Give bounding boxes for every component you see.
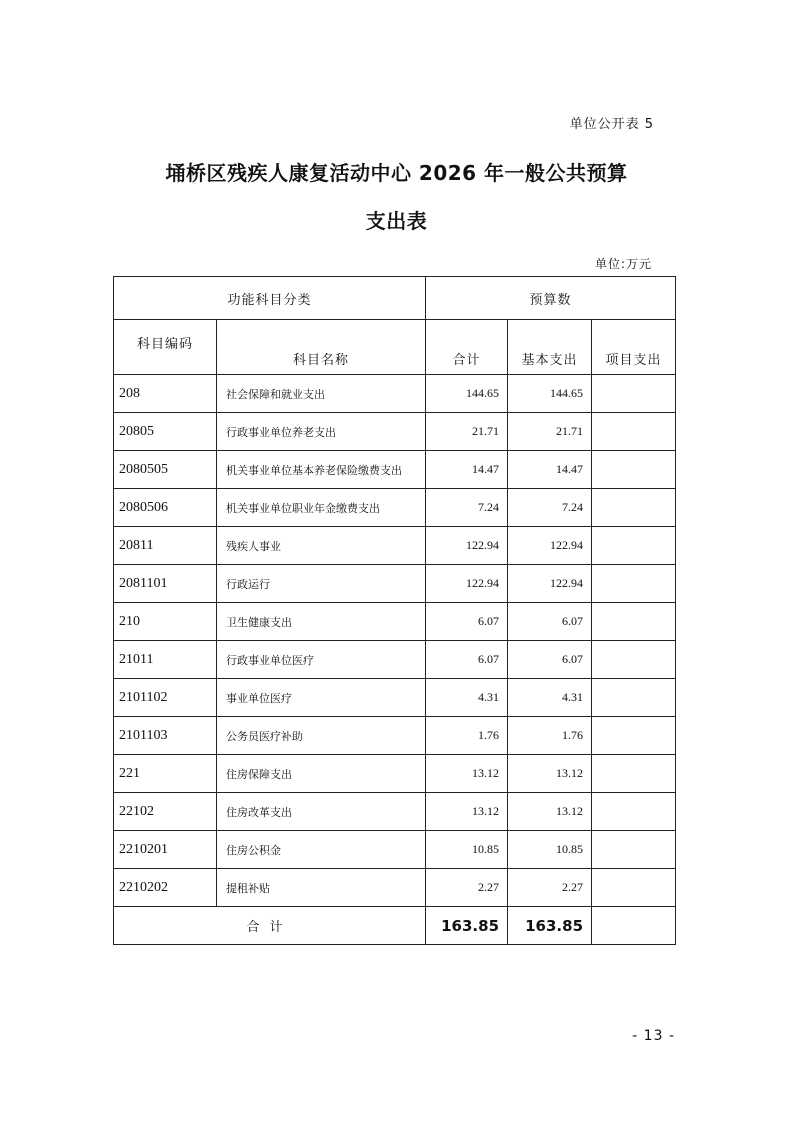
row-code: 2081101 — [114, 565, 217, 603]
row-total: 21.71 — [426, 413, 508, 451]
row-name: 卫生健康支出 — [217, 603, 426, 641]
row-total: 13.12 — [426, 755, 508, 793]
row-basic: 21.71 — [508, 413, 592, 451]
table-row — [114, 717, 676, 755]
row-name: 事业单位医疗 — [217, 679, 426, 717]
row-project — [592, 641, 676, 679]
total-label: 合计 — [114, 907, 426, 945]
row-code: 20805 — [114, 413, 217, 451]
row-name: 公务员医疗补助 — [217, 717, 426, 755]
row-project — [592, 451, 676, 489]
row-total: 13.12 — [426, 793, 508, 831]
table-body — [114, 375, 676, 907]
row-basic: 122.94 — [508, 565, 592, 603]
row-project — [592, 755, 676, 793]
row-total: 4.31 — [426, 679, 508, 717]
row-code: 2080505 — [114, 451, 217, 489]
row-code: 208 — [114, 375, 217, 413]
row-name: 住房公积金 — [217, 831, 426, 869]
row-project — [592, 565, 676, 603]
header-category: 功能科目分类 — [114, 277, 426, 320]
row-name: 住房保障支出 — [217, 755, 426, 793]
total-basic: 163.85 — [508, 907, 592, 945]
row-code: 20811 — [114, 527, 217, 565]
table-row — [114, 793, 676, 831]
table-row — [114, 641, 676, 679]
row-total: 6.07 — [426, 641, 508, 679]
row-total: 14.47 — [426, 451, 508, 489]
row-total: 144.65 — [426, 375, 508, 413]
table-row — [114, 755, 676, 793]
row-basic: 10.85 — [508, 831, 592, 869]
table-row — [114, 451, 676, 489]
row-basic: 122.94 — [508, 527, 592, 565]
row-code: 210 — [114, 603, 217, 641]
row-name: 行政事业单位养老支出 — [217, 413, 426, 451]
row-name: 提租补贴 — [217, 869, 426, 907]
row-project — [592, 603, 676, 641]
table-row — [114, 831, 676, 869]
row-total: 122.94 — [426, 527, 508, 565]
table-row — [114, 489, 676, 527]
row-code: 221 — [114, 755, 217, 793]
unit-label: 单位:万元 — [594, 257, 652, 271]
row-code: 2101102 — [114, 679, 217, 717]
row-basic: 6.07 — [508, 641, 592, 679]
header-basic: 基本支出 — [508, 320, 592, 375]
row-project — [592, 375, 676, 413]
header-total: 合计 — [426, 320, 508, 375]
budget-expenditure-table — [113, 276, 676, 945]
header-budget: 预算数 — [426, 277, 676, 320]
header-name: 科目名称 — [217, 320, 426, 375]
row-code: 22102 — [114, 793, 217, 831]
row-code: 2101103 — [114, 717, 217, 755]
row-basic: 1.76 — [508, 717, 592, 755]
form-number: 单位公开表 5 — [569, 117, 654, 132]
total-sum: 163.85 — [426, 907, 508, 945]
table-row — [114, 679, 676, 717]
row-basic: 14.47 — [508, 451, 592, 489]
page-number: - 13 - — [632, 1028, 675, 1044]
table-row — [114, 869, 676, 907]
total-row — [114, 907, 676, 945]
table-row — [114, 413, 676, 451]
row-total: 122.94 — [426, 565, 508, 603]
table-row — [114, 565, 676, 603]
row-name: 行政运行 — [217, 565, 426, 603]
row-name: 社会保障和就业支出 — [217, 375, 426, 413]
row-project — [592, 527, 676, 565]
row-code: 2080506 — [114, 489, 217, 527]
row-code: 2210201 — [114, 831, 217, 869]
row-basic: 7.24 — [508, 489, 592, 527]
row-project — [592, 793, 676, 831]
row-total: 1.76 — [426, 717, 508, 755]
row-basic: 13.12 — [508, 793, 592, 831]
row-name: 机关事业单位基本养老保险缴费支出 — [217, 451, 426, 489]
table-row — [114, 375, 676, 413]
row-name: 机关事业单位职业年金缴费支出 — [217, 489, 426, 527]
row-project — [592, 413, 676, 451]
row-project — [592, 679, 676, 717]
document-title-line2: 支出表 — [365, 209, 428, 233]
row-total: 7.24 — [426, 489, 508, 527]
row-name: 行政事业单位医疗 — [217, 641, 426, 679]
row-basic: 144.65 — [508, 375, 592, 413]
header-project: 项目支出 — [592, 320, 676, 375]
row-total: 10.85 — [426, 831, 508, 869]
row-project — [592, 717, 676, 755]
table-row — [114, 527, 676, 565]
total-project — [592, 907, 676, 945]
row-total: 2.27 — [426, 869, 508, 907]
table-row — [114, 603, 676, 641]
header-code: 科目编码 — [114, 320, 217, 375]
row-basic: 2.27 — [508, 869, 592, 907]
row-basic: 4.31 — [508, 679, 592, 717]
row-code: 21011 — [114, 641, 217, 679]
row-name: 残疾人事业 — [217, 527, 426, 565]
document-title-line1: 埇桥区残疾人康复活动中心 2026 年一般公共预算 — [165, 161, 628, 185]
row-project — [592, 831, 676, 869]
row-total: 6.07 — [426, 603, 508, 641]
row-basic: 13.12 — [508, 755, 592, 793]
row-code: 2210202 — [114, 869, 217, 907]
row-name: 住房改革支出 — [217, 793, 426, 831]
row-project — [592, 869, 676, 907]
row-project — [592, 489, 676, 527]
row-basic: 6.07 — [508, 603, 592, 641]
